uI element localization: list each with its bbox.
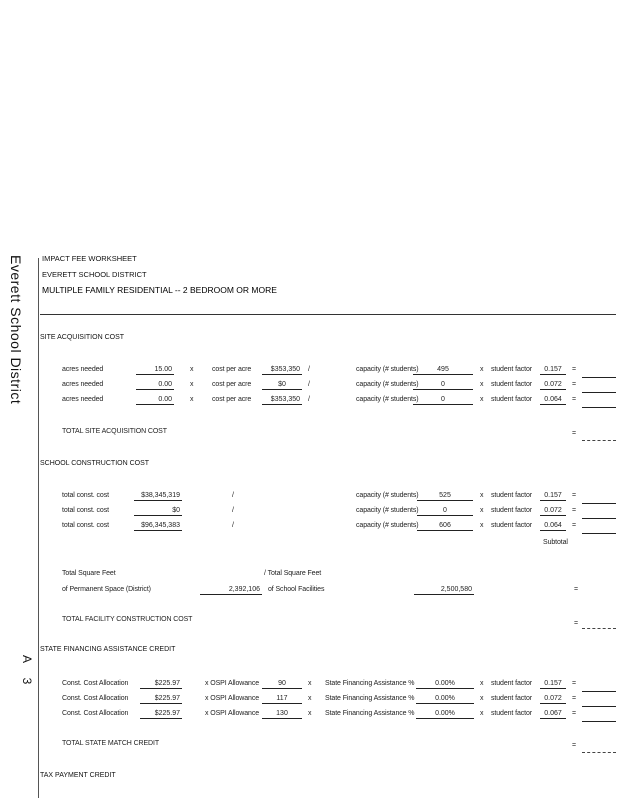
pct-label: State Financing Assistance % — [325, 695, 415, 702]
site-heading: SITE ACQUISITION COST — [40, 334, 125, 341]
equals-sign: = — [572, 492, 576, 499]
cost-per-acre-label: cost per acre — [212, 381, 252, 388]
result-line — [582, 385, 616, 393]
sqft-label-2: of Permanent Space (District) — [62, 586, 151, 593]
ospi-value: 130 — [262, 710, 302, 719]
capacity-value: 0 — [413, 381, 473, 390]
subtotal-label: Subtotal — [543, 539, 568, 546]
divide-sign: / — [308, 396, 310, 403]
alloc-label: Const. Cost Allocation — [62, 680, 129, 687]
student-factor-value: 0.072 — [540, 507, 566, 516]
cost-per-acre-value: $353,350 — [262, 396, 302, 405]
multiply-sign: x — [480, 507, 484, 514]
construction-total-line — [582, 628, 616, 629]
equals-sign: = — [574, 620, 578, 627]
equals-sign: = — [572, 430, 576, 437]
multiply-sign: x — [480, 492, 484, 499]
result-line — [582, 400, 616, 408]
student-factor-label: student factor — [491, 710, 533, 717]
capacity-label: capacity (# students) — [356, 366, 419, 373]
equals-sign: = — [572, 396, 576, 403]
student-factor-value: 0.157 — [540, 680, 566, 689]
result-line — [582, 714, 616, 722]
student-factor-value: 0.072 — [540, 381, 566, 390]
student-factor-label: student factor — [491, 381, 533, 388]
equals-sign: = — [572, 381, 576, 388]
capacity-value: 606 — [417, 522, 473, 531]
district-side-label: Everett School District — [8, 255, 24, 405]
cost-per-acre-label: cost per acre — [212, 366, 252, 373]
multiply-sign: x — [308, 695, 312, 702]
student-factor-label: student factor — [491, 507, 533, 514]
cost-per-acre-label: cost per acre — [212, 396, 252, 403]
site-total-line — [582, 440, 616, 441]
capacity-label: capacity (# students) — [356, 396, 419, 403]
student-factor-value: 0.064 — [540, 522, 566, 531]
multiply-sign: x — [480, 680, 484, 687]
state-total-line — [582, 752, 616, 753]
equals-sign: = — [572, 522, 576, 529]
acres-label: acres needed — [62, 366, 104, 373]
result-line — [582, 684, 616, 692]
const-cost-label: total const. cost — [62, 492, 109, 499]
multiply-sign: x — [480, 396, 484, 403]
const-cost-label: total const. cost — [62, 507, 109, 514]
pct-value: 0.00% — [416, 695, 474, 704]
divide-sign: / — [232, 492, 234, 499]
equals-sign: = — [572, 680, 576, 687]
equals-sign: = — [574, 586, 578, 593]
student-factor-value: 0.064 — [540, 396, 566, 405]
const-cost-value: $0 — [134, 507, 182, 516]
multiply-sign: x — [190, 366, 194, 373]
capacity-label: capacity (# students) — [356, 381, 419, 388]
state-heading: STATE FINANCING ASSISTANCE CREDIT — [40, 646, 176, 653]
district-sqft-value: 2,392,106 — [200, 586, 262, 595]
divide-sign: / — [308, 381, 310, 388]
acres-label: acres needed — [62, 396, 104, 403]
header-line1: IMPACT FEE WORKSHEET — [42, 254, 137, 263]
student-factor-value: 0.157 — [540, 366, 566, 375]
const-cost-value: $96,345,383 — [134, 522, 182, 531]
ospi-value: 117 — [262, 695, 302, 704]
multiply-sign: x — [480, 522, 484, 529]
student-factor-label: student factor — [491, 396, 533, 403]
result-line — [582, 370, 616, 378]
ospi-value: 90 — [262, 680, 302, 689]
student-factor-value: 0.157 — [540, 492, 566, 501]
multiply-sign: x — [308, 710, 312, 717]
sqft-label-3: / Total Square Feet — [264, 570, 322, 577]
pct-label: State Financing Assistance % — [325, 680, 415, 687]
multiply-sign: x — [190, 381, 194, 388]
capacity-label: capacity (# students) — [356, 507, 419, 514]
cost-per-acre-value: $0 — [262, 381, 302, 390]
header-line2: EVERETT SCHOOL DISTRICT — [42, 270, 147, 279]
capacity-label: capacity (# students) — [356, 522, 419, 529]
capacity-label: capacity (# students) — [356, 492, 419, 499]
alloc-value: $225.97 — [140, 695, 182, 704]
divide-sign: / — [232, 507, 234, 514]
multiply-sign: x — [480, 710, 484, 717]
acres-value: 15.00 — [136, 366, 174, 375]
capacity-value: 0 — [417, 507, 473, 516]
acres-value: 0.00 — [136, 396, 174, 405]
equals-sign: = — [572, 695, 576, 702]
acres-label: acres needed — [62, 381, 104, 388]
sqft-label-1: Total Square Feet — [62, 570, 116, 577]
divide-sign: / — [308, 366, 310, 373]
result-line — [582, 511, 616, 519]
student-factor-label: student factor — [491, 492, 533, 499]
site-total-label: TOTAL SITE ACQUISITION COST — [62, 428, 167, 435]
construction-heading: SCHOOL CONSTRUCTION COST — [40, 460, 150, 467]
page-title: MULTIPLE FAMILY RESIDENTIAL -- 2 BEDROOM OR MORE — [42, 285, 277, 295]
divide-sign: / — [232, 522, 234, 529]
alloc-value: $225.97 — [140, 710, 182, 719]
acres-value: 0.00 — [136, 381, 174, 390]
ospi-label: x OSPI Allowance — [205, 680, 260, 687]
sqft-label-4: of School Facilities — [268, 586, 325, 593]
result-line — [582, 526, 616, 534]
result-line — [582, 496, 616, 504]
multiply-sign: x — [190, 396, 194, 403]
tax-heading: TAX PAYMENT CREDIT — [40, 772, 116, 779]
ospi-label: x OSPI Allowance — [205, 695, 260, 702]
equals-sign: = — [572, 507, 576, 514]
page-code-label: A 3 — [20, 655, 34, 691]
student-factor-label: student factor — [491, 680, 533, 687]
student-factor-value: 0.067 — [540, 710, 566, 719]
alloc-label: Const. Cost Allocation — [62, 695, 129, 702]
multiply-sign: x — [480, 366, 484, 373]
const-cost-value: $38,345,319 — [134, 492, 182, 501]
student-factor-value: 0.072 — [540, 695, 566, 704]
multiply-sign: x — [480, 381, 484, 388]
student-factor-label: student factor — [491, 366, 533, 373]
multiply-sign: x — [308, 680, 312, 687]
capacity-value: 495 — [413, 366, 473, 375]
equals-sign: = — [572, 710, 576, 717]
capacity-value: 0 — [413, 396, 473, 405]
left-margin-line — [38, 258, 39, 798]
ospi-label: x OSPI Allowance — [205, 710, 260, 717]
pct-value: 0.00% — [416, 710, 474, 719]
const-cost-label: total const. cost — [62, 522, 109, 529]
cost-per-acre-value: $353,350 — [262, 366, 302, 375]
equals-sign: = — [572, 366, 576, 373]
equals-sign: = — [572, 742, 576, 749]
state-total-label: TOTAL STATE MATCH CREDIT — [62, 740, 160, 747]
result-line — [582, 699, 616, 707]
alloc-label: Const. Cost Allocation — [62, 710, 129, 717]
alloc-value: $225.97 — [140, 680, 182, 689]
construction-total-label: TOTAL FACILITY CONSTRUCTION COST — [62, 616, 193, 623]
student-factor-label: student factor — [491, 695, 533, 702]
pct-value: 0.00% — [416, 680, 474, 689]
multiply-sign: x — [480, 695, 484, 702]
pct-label: State Financing Assistance % — [325, 710, 415, 717]
capacity-value: 525 — [417, 492, 473, 501]
student-factor-label: student factor — [491, 522, 533, 529]
header-rule — [40, 314, 616, 315]
school-sqft-value: 2,500,580 — [414, 586, 474, 595]
